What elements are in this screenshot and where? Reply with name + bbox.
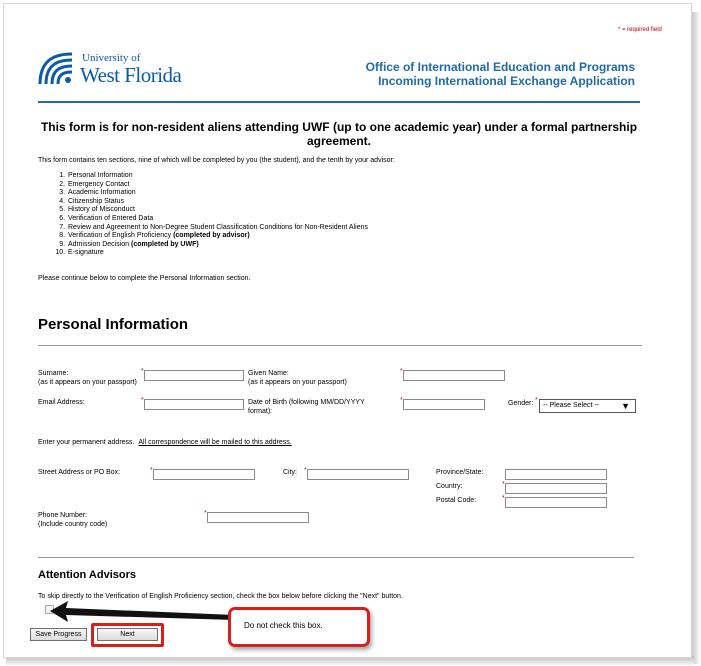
section-divider: [38, 557, 634, 558]
province-label: Province/State:: [436, 469, 484, 476]
list-item: 9. Admission Decision (completed by UWF): [67, 241, 368, 250]
list-item: 4. Citizenship Status: [67, 198, 368, 207]
office-title: Office of International Education and Programs: [365, 60, 635, 74]
list-item: 3. Academic Information: [67, 189, 368, 198]
list-item: 1. Personal Information: [67, 172, 368, 181]
section-divider: [38, 345, 642, 346]
section-list: [49, 172, 368, 258]
street-label: Street Address or PO Box:: [38, 469, 121, 476]
required-marker: *: [400, 368, 403, 375]
country-label: Country:: [436, 483, 463, 490]
surname-label: Surname: (as it appears on your passport): [38, 370, 137, 386]
list-item: 7. Review and Agreement to Non-Degree Student Classification Conditions for Non-Resident Aliens: [67, 224, 368, 233]
next-button[interactable]: Next: [97, 628, 158, 641]
gender-select[interactable]: [539, 399, 636, 413]
required-marker: *: [400, 397, 403, 404]
advisor-skip-instruction: To skip directly to the Verification of English Proficiency section, check the box below before clicking the "Next" button.: [38, 593, 403, 600]
postal-input[interactable]: [505, 497, 607, 508]
required-marker: *: [141, 397, 144, 404]
required-marker: *: [141, 368, 144, 375]
required-marker: *: [535, 397, 538, 404]
section-title-advisors: Attention Advisors: [38, 569, 136, 581]
given-name-input[interactable]: [403, 370, 505, 381]
required-marker: *: [502, 495, 505, 502]
header-divider: [38, 101, 640, 103]
city-label: City:: [283, 469, 297, 476]
dob-label: Date of Birth (following MM/DD/YYYY format):: [248, 399, 365, 415]
logo-text-west-florida: West Florida: [80, 63, 182, 87]
city-input[interactable]: [307, 469, 409, 480]
required-marker: *: [150, 467, 153, 474]
list-item: 6. Verification of Entered Data: [67, 215, 368, 224]
phone-input[interactable]: [207, 512, 309, 523]
list-item: 2. Emergency Contact: [67, 181, 368, 190]
section-title-personal: Personal Information: [38, 316, 189, 333]
list-item: 5. History of Misconduct: [67, 206, 368, 215]
chevron-down-icon: ▼: [621, 401, 630, 411]
required-marker: *: [204, 510, 207, 517]
list-item: 10. E-signature: [67, 249, 368, 258]
address-note: Enter your permanent address. All correspondence will be mailed to this address.: [38, 439, 292, 446]
save-progress-button[interactable]: Save Progress: [30, 628, 87, 641]
surname-input[interactable]: [144, 370, 244, 381]
email-label: Email Address:: [38, 399, 85, 406]
gender-label: Gender:: [508, 400, 534, 407]
street-input[interactable]: [153, 469, 255, 480]
list-item: 8. Verification of English Proficiency (completed by advisor): [67, 232, 368, 241]
logo-text-university: University of: [82, 52, 141, 64]
country-input[interactable]: [505, 483, 607, 494]
gender-select-value: -- Please Select --: [543, 402, 600, 409]
continue-instruction: Please continue below to complete the Personal Information section.: [38, 275, 251, 282]
required-marker: *: [304, 467, 307, 474]
annotation-callout: Do not check this box.: [228, 607, 370, 647]
intro-description: This form contains ten sections, nine of which will be completed by you (the student), and the tenth by your advisor:: [38, 157, 395, 164]
uwf-logo-icon: [38, 52, 78, 86]
form-headline: This form is for non-resident aliens attending UWF (up to one academic year) under a formal partnership agreement.: [40, 120, 638, 148]
phone-label: Phone Number: (Include country code): [38, 512, 108, 528]
email-input[interactable]: [144, 399, 244, 410]
postal-label: Postal Code:: [436, 497, 477, 504]
required-marker: *: [502, 481, 505, 488]
required-field-note: * = required field: [618, 27, 662, 33]
application-title: Incoming International Exchange Application: [378, 74, 635, 88]
given-name-label: Given Name: (as it appears on your passport): [248, 370, 347, 386]
province-input[interactable]: [505, 469, 607, 480]
dob-input[interactable]: [403, 399, 485, 410]
